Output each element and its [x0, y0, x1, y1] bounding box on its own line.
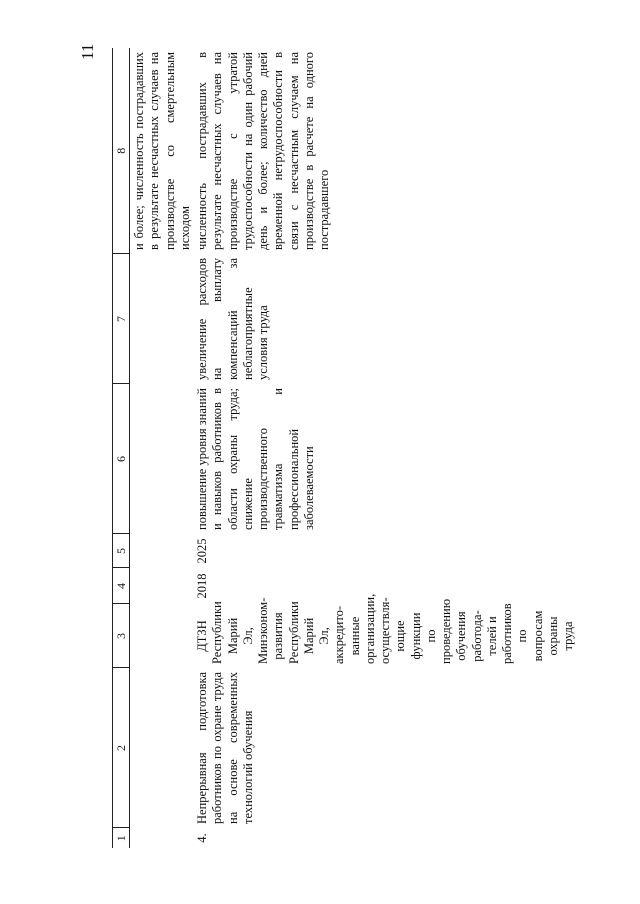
- col-number: 5: [113, 534, 130, 568]
- col-number: 4: [113, 568, 130, 604]
- col-number: 8: [113, 48, 130, 254]
- indicators: численность пострадавших в результате несчастных случаев на производстве с утратой трудоспособности на один рабочий день и более; количество дней временной нетрудоспособности в связи с несчастным случаем на производстве в расчете на одного пострадавшего: [195, 52, 331, 250]
- col-number: 7: [113, 254, 130, 384]
- col-number: 6: [113, 384, 130, 534]
- end-year: 2025: [195, 538, 209, 564]
- expected-result: повышение уровня знаний и навыков работников в области охраны труда; снижение производственного травматизма и профессиональной заболеваемости: [195, 388, 316, 530]
- consequences: увеличение расходов на выплату компенсаций за неблагоприятные условия труда: [195, 258, 270, 380]
- row-number: 4.: [195, 833, 209, 843]
- measures-table: [112, 48, 576, 848]
- column-number-header: [113, 48, 130, 848]
- col-number: 1: [113, 828, 130, 848]
- col-number: 3: [113, 604, 130, 668]
- carryover-indicators: и более; численность пострадавших в результате несчастных случаев на производстве со смертельным исходом: [132, 52, 192, 250]
- page-number: 11: [78, 43, 97, 60]
- start-year: 2018: [195, 573, 209, 599]
- table-row: [193, 48, 576, 848]
- col-number: 2: [113, 668, 130, 828]
- executor: ДТЗН Республики Марий Эл, Минэконом-развития Республики Марий Эл, аккредито-ванные организации, осуществля-ющие функции по проведению обучения работода-телей и работников по вопросам охраны труда: [195, 593, 575, 664]
- measure-name: Непрерывная подготовка работников по охране труда на основе современных технологий обучения: [195, 672, 255, 824]
- carryover-row: [130, 48, 194, 848]
- rotated-table-page: [112, 48, 575, 848]
